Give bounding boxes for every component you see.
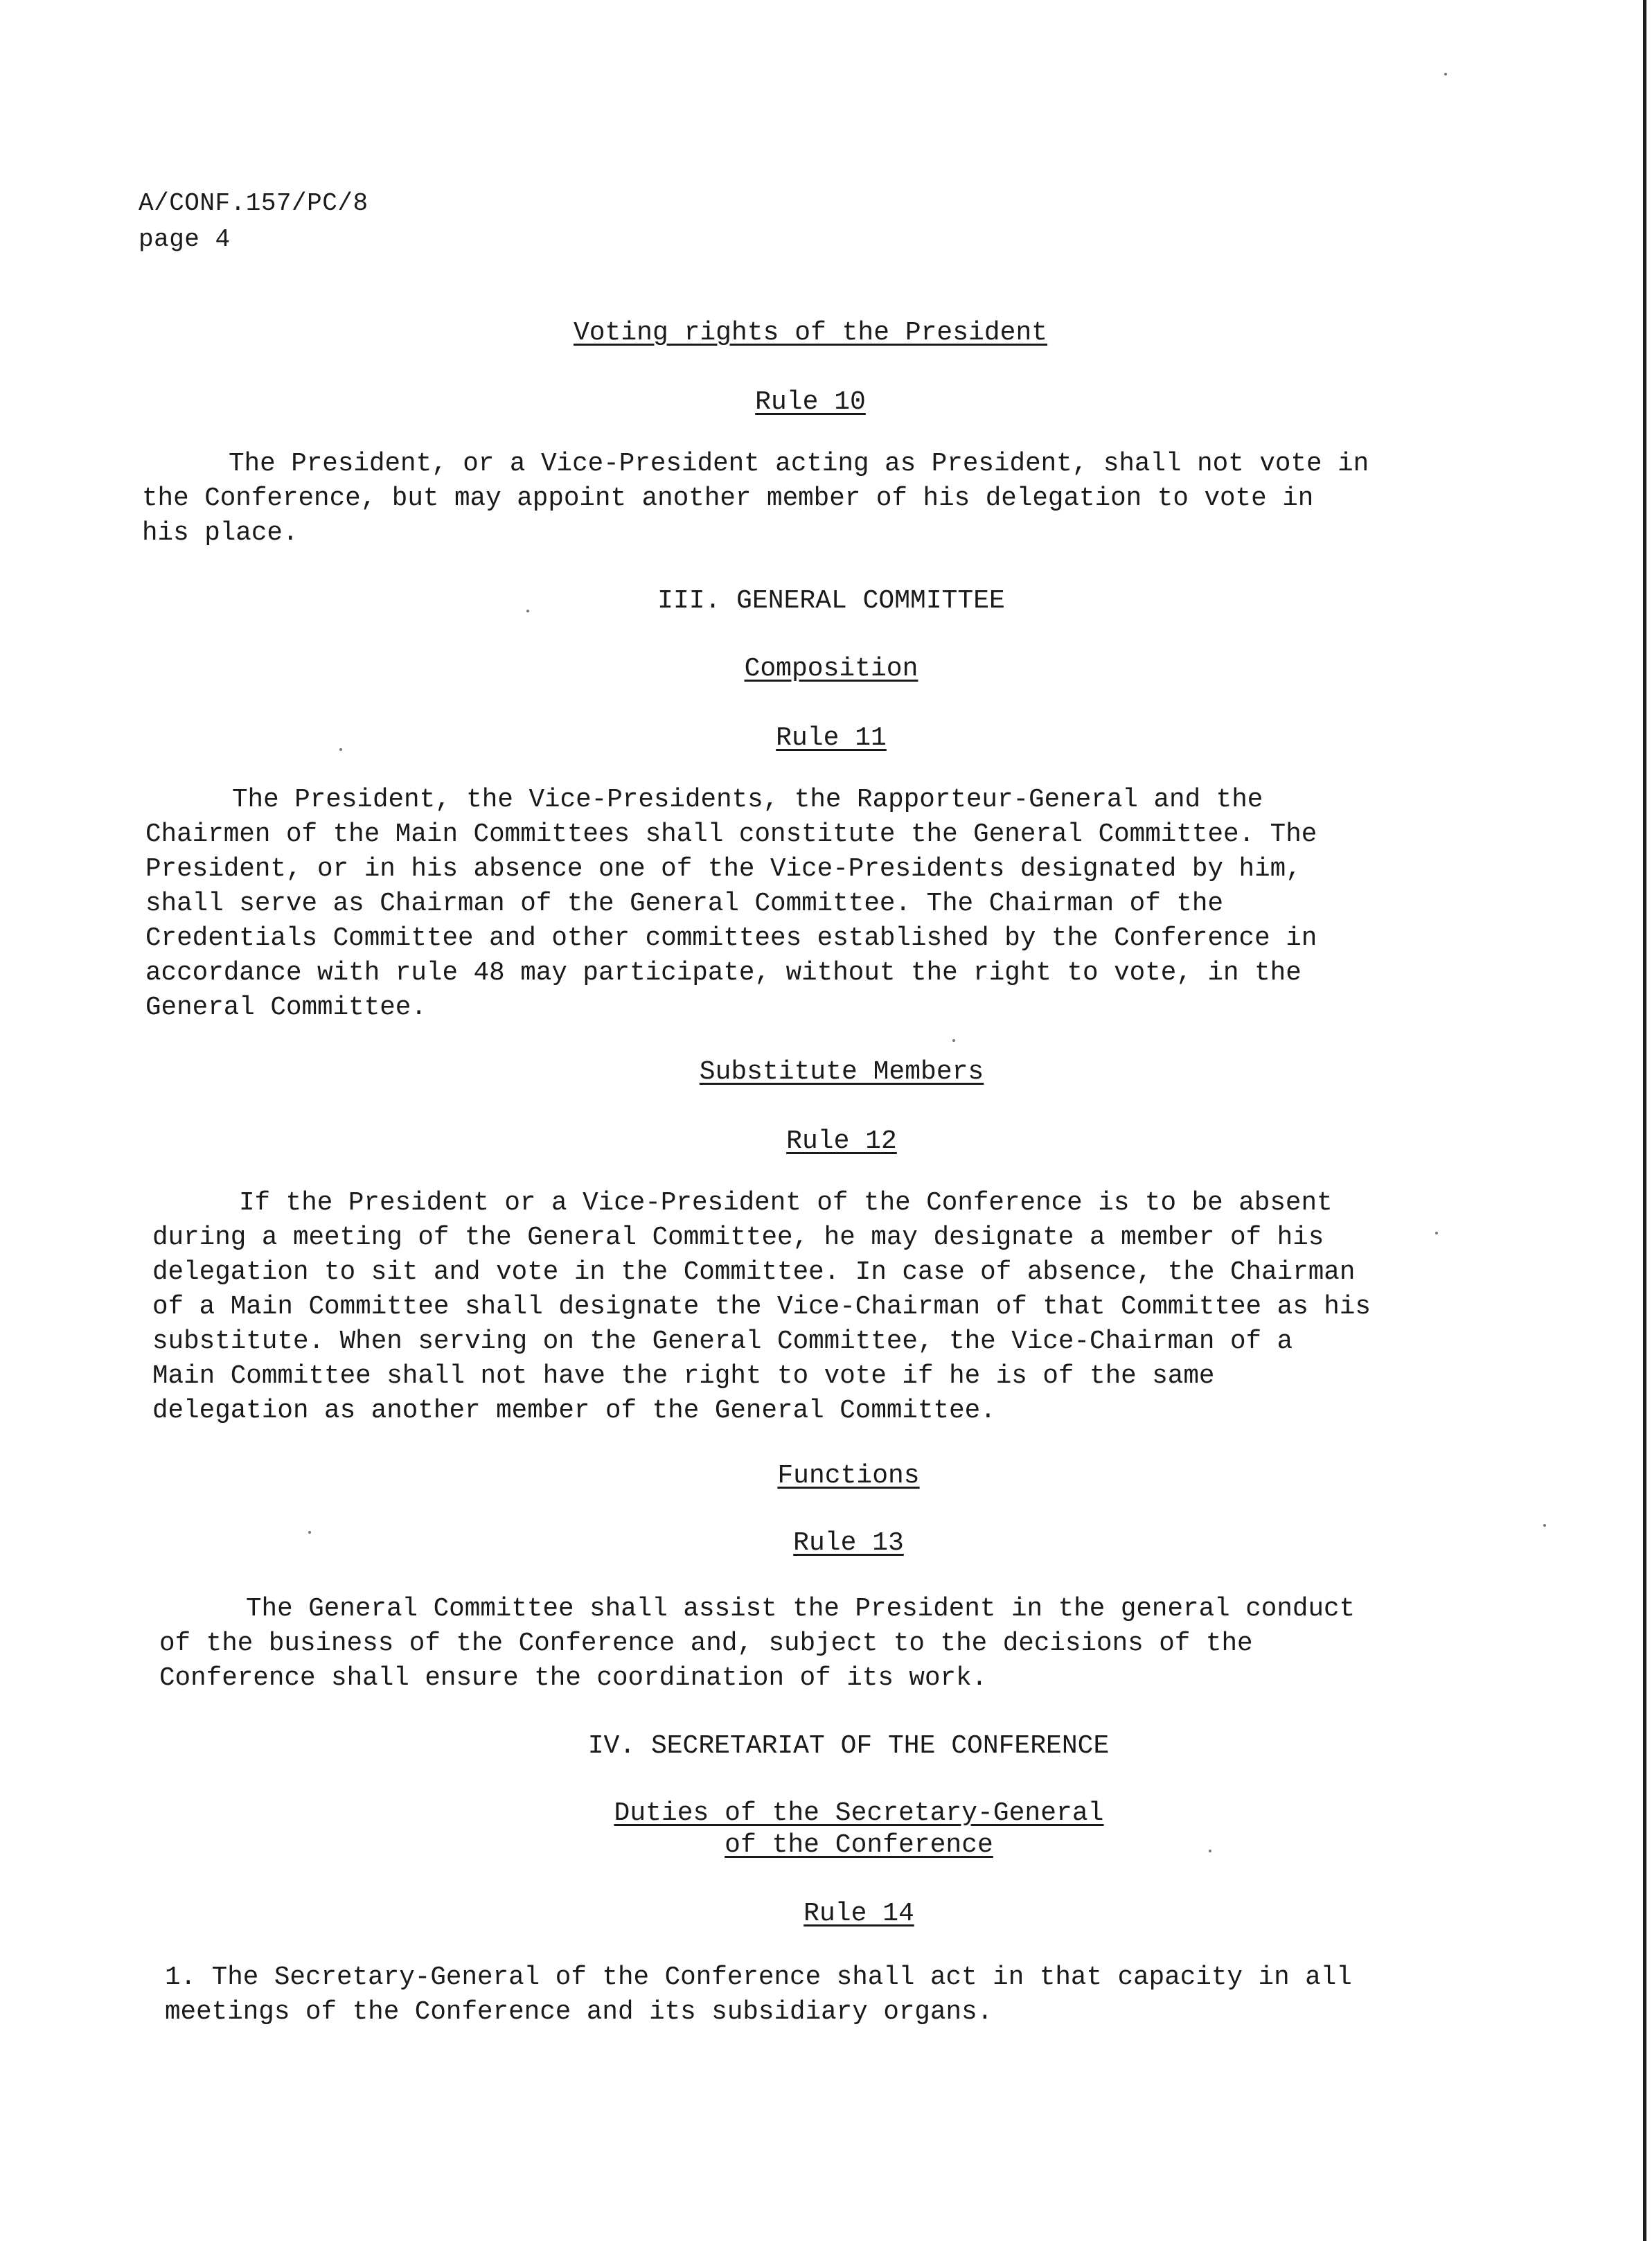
text-line: the Conference, but may appoint another member of his delegation to vote in	[142, 484, 1314, 513]
text-line: Main Committee shall not have the right to vote if he is of the same	[152, 1362, 1215, 1391]
text-line: shall serve as Chairman of the General Committee. The Chairman of the	[145, 889, 1223, 919]
heading-rule-10: Rule 10	[755, 387, 866, 417]
heading-composition: Composition	[744, 654, 918, 684]
paragraph-rule-11	[145, 783, 1462, 1025]
paragraph-rule-12	[152, 1186, 1468, 1428]
heading-rule-12: Rule 12	[786, 1126, 897, 1156]
heading-rule-14: Rule 14	[803, 1899, 914, 1929]
text-line: The President, the Vice-Presidents, the Rapporteur-General and the	[232, 786, 1263, 815]
heading-functions: Functions	[777, 1461, 920, 1491]
scan-speck	[339, 748, 342, 751]
text-line: Credentials Committee and other committees established by the Conference in	[145, 924, 1317, 953]
text-line: his place.	[142, 519, 299, 548]
heading-voting-rights: Voting rights of the President	[573, 318, 1048, 348]
scan-speck	[1444, 73, 1447, 76]
heading-part-3: III. GENERAL COMMITTEE	[657, 586, 1005, 616]
text-line: of a Main Committee shall designate the Vice-Chairman of that Committee as his	[152, 1293, 1371, 1322]
text-line: The General Committee shall assist the President in the general conduct	[246, 1595, 1356, 1624]
text-line: of the business of the Conference and, subject to the decisions of the	[159, 1629, 1253, 1658]
text-line: meetings of the Conference and its subsidiary organs.	[165, 1998, 993, 2027]
scan-speck	[526, 610, 529, 612]
text-line: The President, or a Vice-President acting as President, shall not vote in	[229, 450, 1369, 479]
text-line: 1. The Secretary-General of the Conference shall act in that capacity in all	[165, 1963, 1352, 1992]
heading-substitute-members: Substitute Members	[699, 1057, 984, 1087]
scan-speck	[1543, 1524, 1546, 1527]
scan-speck	[1435, 1232, 1438, 1234]
heading-rule-11: Rule 11	[776, 723, 887, 753]
heading-duties-line-2: of the Conference	[725, 1830, 993, 1860]
heading-rule-13: Rule 13	[793, 1528, 904, 1558]
text-line: General Committee.	[145, 993, 427, 1022]
text-line: accordance with rule 48 may participate, without the right to vote, in the	[145, 959, 1302, 988]
text-line: during a meeting of the General Committee, he may designate a member of his	[152, 1223, 1324, 1252]
text-line: Conference shall ensure the coordination of its work.	[159, 1664, 988, 1693]
text-line: substitute. When serving on the General Committee, the Vice-Chairman of a	[152, 1327, 1293, 1356]
text-line: President, or in his absence one of the Vice-Presidents designated by him,	[145, 855, 1302, 884]
text-line: Chairmen of the Main Committees shall constitute the General Committee. The	[145, 820, 1317, 849]
paragraph-rule-13	[159, 1592, 1475, 1696]
scan-speck	[1209, 1850, 1211, 1852]
text-line: delegation to sit and vote in the Committee. In case of absence, the Chairman	[152, 1258, 1356, 1287]
paragraph-rule-14	[165, 1960, 1481, 2030]
heading-duties-line-1: Duties of the Secretary-General	[614, 1798, 1104, 1828]
scan-speck	[308, 1531, 311, 1534]
document-symbol: A/CONF.157/PC/8	[139, 189, 368, 218]
text-line: delegation as another member of the General Committee.	[152, 1397, 996, 1426]
page-number: page 4	[139, 225, 231, 254]
text-line: If the President or a Vice-President of the Conference is to be absent	[239, 1189, 1333, 1218]
scan-edge-line	[1643, 0, 1646, 2241]
paragraph-rule-10	[142, 447, 1458, 551]
scan-speck	[952, 1039, 955, 1042]
heading-part-4: IV. SECRETARIAT OF THE CONFERENCE	[587, 1731, 1110, 1761]
